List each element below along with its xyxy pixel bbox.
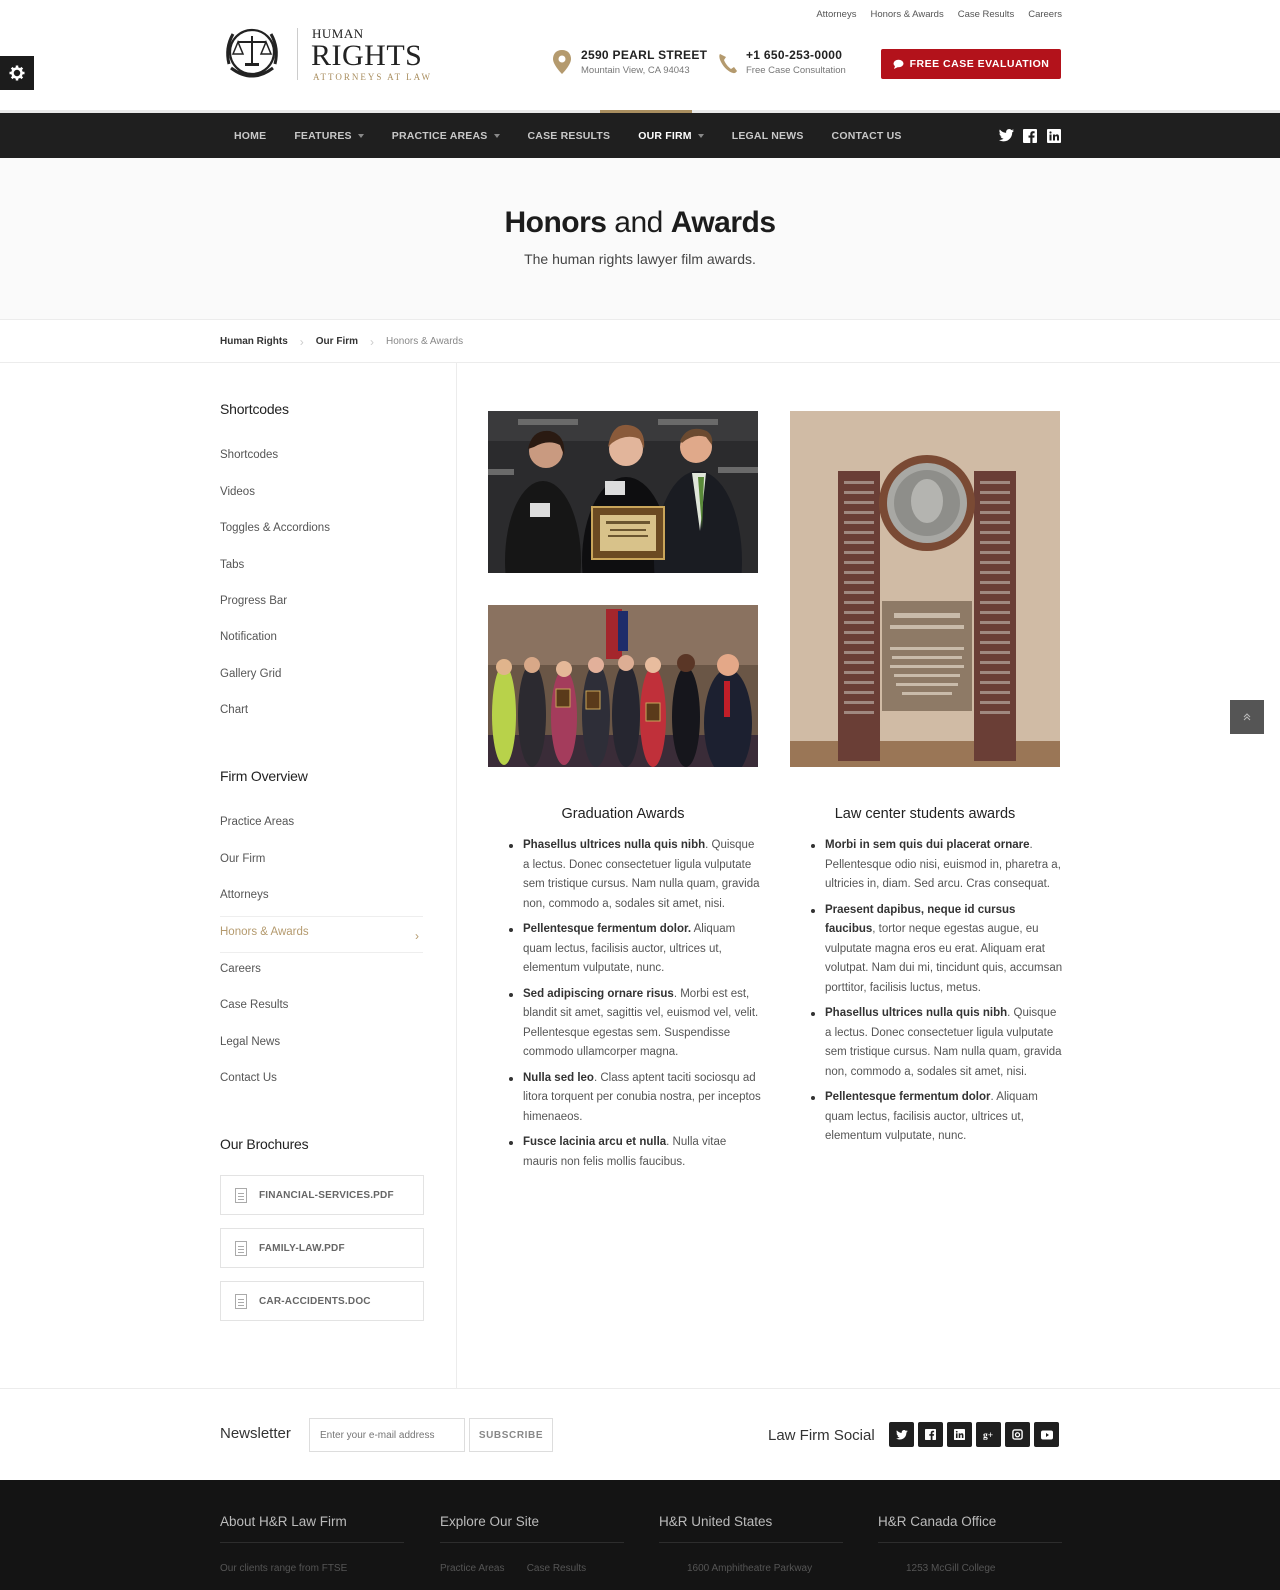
phone-subtitle: Free Case Consultation xyxy=(746,65,846,76)
address-city: Mountain View, CA 94043 xyxy=(581,65,690,76)
brochure-label: CAR-ACCIDENTS.DOC xyxy=(259,1295,371,1307)
pdf-file-icon xyxy=(235,1188,247,1203)
free-case-evaluation-button[interactable] xyxy=(881,49,1061,79)
sidebar-item-our-firm[interactable]: Our Firm xyxy=(220,853,266,865)
newsletter-email-input[interactable] xyxy=(309,1418,465,1452)
sidebar-item-toggles[interactable]: Toggles & Accordions xyxy=(220,522,330,534)
nav-item-our-firm[interactable] xyxy=(624,130,718,142)
sidebar-item-progress-bar[interactable]: Progress Bar xyxy=(220,595,288,607)
nav-social-links xyxy=(990,113,1062,158)
breadcrumb-current: Honors & Awards xyxy=(386,336,464,347)
top-link-case-results[interactable]: Case Results xyxy=(957,9,1015,20)
sidebar-item-legal-news[interactable]: Legal News xyxy=(220,1036,281,1048)
pdf-file-icon xyxy=(235,1241,247,1256)
footer-col-title: H&R Canada Office xyxy=(878,1514,997,1529)
page-title-part1: Honors xyxy=(504,206,607,239)
footer-col-divider xyxy=(220,1542,404,1543)
top-link-careers[interactable]: Careers xyxy=(1028,9,1062,20)
subscribe-button[interactable]: SUBSCRIBE xyxy=(469,1418,553,1452)
breadcrumb-our-firm[interactable]: Our Firm xyxy=(315,336,359,347)
nav-label-case-results: CASE RESULTS xyxy=(527,129,611,142)
list-item xyxy=(811,836,1063,895)
list-item xyxy=(509,985,761,1063)
law-firm-social-label: Law Firm Social xyxy=(768,1427,875,1444)
chevron-right-icon: › xyxy=(415,929,419,943)
nav-label-features: FEATURES xyxy=(294,129,352,142)
twitter-icon[interactable] xyxy=(998,128,1014,144)
doc-file-icon xyxy=(235,1294,247,1309)
nav-item-case-results[interactable] xyxy=(514,130,625,142)
footer-col-divider xyxy=(878,1542,1062,1543)
sidebar-item-notification[interactable]: Notification xyxy=(220,631,277,643)
list-item-bold: Morbi in sem quis dui placerat ornare xyxy=(825,839,1030,851)
footer-col-title: About H&R Law Firm xyxy=(220,1514,347,1529)
site-footer xyxy=(0,1480,1280,1590)
footer-col-text: 1253 McGill College xyxy=(906,1563,996,1574)
site-logo[interactable] xyxy=(219,24,449,86)
list-item xyxy=(509,1133,761,1172)
graduation-awards-list xyxy=(509,836,761,1178)
sidebar-item-case-results[interactable]: Case Results xyxy=(220,999,289,1011)
footer-col-text: 1600 Amphitheatre Parkway xyxy=(687,1563,813,1574)
free-case-evaluation-label: FREE CASE EVALUATION xyxy=(909,58,1050,70)
footer-col-divider xyxy=(659,1542,843,1543)
list-item-text: . Morbi est est, blandit sit amet, sagittis vel, euismod vel, velit. Pellentesque egestas sem. Suspendisse commodo ullamcorper magna. xyxy=(523,987,759,1058)
scales-of-justice-icon xyxy=(219,24,285,84)
list-item-bold: Fusce lacinia arcu et nulla xyxy=(523,1136,667,1148)
footer-col-divider xyxy=(440,1542,624,1543)
sidebar-heading-shortcodes: Shortcodes xyxy=(220,401,289,417)
sidebar-item-shortcodes[interactable]: Shortcodes xyxy=(220,449,279,461)
logo-divider xyxy=(297,28,298,80)
breadcrumb xyxy=(0,320,1280,363)
top-link-attorneys[interactable]: Attorneys xyxy=(816,9,857,20)
law-center-awards-list xyxy=(811,836,1063,1153)
award-photo-group[interactable] xyxy=(488,605,758,767)
footer-col-text: Our clients range from FTSE xyxy=(220,1563,348,1574)
chevron-down-icon xyxy=(698,134,704,138)
sidebar-item-careers[interactable]: Careers xyxy=(220,963,261,975)
nav-item-contact-us[interactable] xyxy=(818,130,916,142)
page-title-part3: Awards xyxy=(670,206,776,239)
linkedin-icon[interactable] xyxy=(1046,128,1062,144)
nav-label-practice-areas: PRACTICE AREAS xyxy=(391,129,488,142)
facebook-icon[interactable] xyxy=(1022,128,1038,144)
list-item xyxy=(811,1088,1063,1147)
list-item-text: . Class aptent taciti sociosqu ad litora torquent per conubia nostra, per inceptos himenaeos. xyxy=(523,1071,761,1123)
brochure-car-accidents[interactable] xyxy=(220,1281,424,1321)
footer-col-title: H&R United States xyxy=(659,1514,773,1529)
address-street: 2590 PEARL STREET xyxy=(581,48,708,62)
nav-item-practice-areas[interactable] xyxy=(378,130,514,142)
brochure-label: FINANCIAL-SERVICES.PDF xyxy=(259,1189,394,1201)
nav-label-legal-news: LEGAL NEWS xyxy=(731,129,804,142)
award-photo-plaque[interactable] xyxy=(790,411,1060,767)
gear-icon xyxy=(9,65,25,81)
award-photo-group-image xyxy=(488,605,758,767)
list-item-bold: Pellentesque fermentum dolor xyxy=(825,1091,991,1103)
settings-gear-button[interactable] xyxy=(0,56,34,90)
main-navigation xyxy=(0,113,1280,158)
social-icons xyxy=(889,1422,1063,1447)
chevron-down-icon xyxy=(494,134,500,138)
phone-number[interactable]: +1 650-253-0000 xyxy=(746,48,843,62)
list-item-bold: Nulla sed leo xyxy=(523,1071,594,1084)
top-link-honors[interactable]: Honors & Awards xyxy=(870,9,944,20)
facebook-icon[interactable] xyxy=(918,1422,943,1447)
list-item xyxy=(509,836,761,914)
phone-icon xyxy=(716,48,738,76)
phone-block xyxy=(716,48,846,76)
law-center-awards-title: Law center students awards xyxy=(834,806,1016,822)
instagram-icon[interactable] xyxy=(1005,1422,1030,1447)
graduation-awards-title: Graduation Awards xyxy=(561,806,685,822)
sidebar-item-contact-us[interactable]: Contact Us xyxy=(220,1072,277,1084)
list-item-bold: Pellentesque fermentum dolor. xyxy=(523,923,692,935)
sidebar-heading-brochures: Our Brochures xyxy=(220,1136,309,1152)
chevron-up-icon xyxy=(1243,713,1251,721)
google-plus-icon[interactable] xyxy=(976,1422,1001,1447)
list-item-text: . Aliquam quam lectus, facilisis auctor, ultrices ut, elementum vulputate, nunc. xyxy=(825,1091,1038,1142)
sidebar-divider xyxy=(456,363,457,1388)
linkedin-icon[interactable] xyxy=(947,1422,972,1447)
chevron-down-icon xyxy=(358,134,364,138)
youtube-icon[interactable] xyxy=(1034,1422,1059,1447)
footer-col-text[interactable]: Practice Areas Case Results xyxy=(440,1563,587,1574)
list-item-bold: Phasellus ultrices nulla quis nibh xyxy=(523,839,706,851)
nav-item-features[interactable] xyxy=(280,130,377,142)
sidebar-item-chart[interactable]: Chart xyxy=(220,704,249,716)
brochure-family-law[interactable] xyxy=(220,1228,424,1268)
chevron-right-icon: › xyxy=(370,334,375,349)
logo-text-human: HUMAN xyxy=(312,26,364,41)
address-block xyxy=(551,48,707,76)
twitter-icon[interactable] xyxy=(889,1422,914,1447)
breadcrumb-home[interactable]: Human Rights xyxy=(220,336,288,347)
list-item-text: . Quisque a lectus. Donec consectetuer ligula vulputate sem tristique cursus. Nam nulla quam, gravida non, commodo a, sodales sit amet, nisi. xyxy=(523,839,760,910)
newsletter-label: Newsletter xyxy=(220,1425,291,1442)
list-item-text: Aliquam quam lectus, facilisis auctor, ultrices ut, elementum vulputate, nunc. xyxy=(523,923,736,974)
list-item-text: . Quisque a lectus. Donec consectetuer ligula vulputate sem tristique cursus. Nam nulla quam, gravida non, commodo a, sodales sit amet, nisi. xyxy=(825,1007,1062,1078)
scroll-to-top-button[interactable] xyxy=(1230,700,1264,734)
list-item xyxy=(811,901,1063,999)
sidebar-item-videos[interactable]: Videos xyxy=(220,486,255,498)
chevron-right-icon: › xyxy=(299,334,304,349)
list-item-bold: Phasellus ultrices nulla quis nibh xyxy=(825,1007,1008,1019)
brochure-label: FAMILY-LAW.PDF xyxy=(259,1242,345,1254)
logo-text-tagline: ATTORNEYS AT LAW xyxy=(313,72,432,82)
map-pin-icon xyxy=(551,48,573,76)
sidebar-item-practice-areas[interactable]: Practice Areas xyxy=(220,816,295,828)
sidebar-heading-firm-overview: Firm Overview xyxy=(220,768,308,784)
sidebar-item-honors-awards-label: Honors & Awards xyxy=(220,926,309,938)
nav-label-home: HOME xyxy=(234,129,267,142)
sidebar-item-attorneys[interactable]: Attorneys xyxy=(220,889,269,901)
chat-icon xyxy=(893,59,904,69)
page-hero xyxy=(0,158,1280,320)
list-item-bold: Praesent dapibus, neque id cursus faucibus xyxy=(825,903,1016,935)
newsletter-bar xyxy=(0,1388,1280,1480)
top-utility-links xyxy=(220,9,1062,20)
page-title-part2: and xyxy=(606,206,671,239)
list-item-text: , tortor neque egestas augue, eu vulputate magna eros eu erat. Aliquam erat volutpat. Nam dui mi, tincidunt quis, accumsan porttitor, facilisis luctus, metus. xyxy=(825,923,1063,994)
award-photo-plaque-image xyxy=(790,411,1060,767)
list-item xyxy=(509,1069,761,1128)
list-item-text: . Pellentesque odio nisi, euismod in, pharetra a, ultricies in, diam. Sed arcu. Cras consequat. xyxy=(825,839,1061,890)
sidebar-item-tabs[interactable]: Tabs xyxy=(220,559,245,571)
nav-label-contact-us: CONTACT US xyxy=(831,129,902,142)
footer-col-title: Explore Our Site xyxy=(440,1514,540,1529)
list-item xyxy=(811,1004,1063,1082)
page-title xyxy=(0,206,1280,240)
nav-label-our-firm: OUR FIRM xyxy=(638,129,692,142)
award-photo-ceremony-image xyxy=(488,411,758,573)
sidebar-item-gallery-grid[interactable]: Gallery Grid xyxy=(220,668,282,680)
page-subtitle: The human rights lawyer film awards. xyxy=(524,251,756,267)
logo-text-rights: RIGHTS xyxy=(311,39,423,72)
nav-item-home[interactable] xyxy=(220,130,280,142)
brochure-financial-services[interactable] xyxy=(220,1175,424,1215)
award-photo-ceremony[interactable] xyxy=(488,411,758,573)
svg-text:g+: g+ xyxy=(982,1430,993,1440)
list-item xyxy=(509,920,761,979)
nav-item-legal-news[interactable] xyxy=(718,130,818,142)
list-item-text: . Nulla vitae mauris non felis mollis faucibus. xyxy=(523,1136,727,1168)
list-item-bold: Sed adipiscing ornare risus xyxy=(523,987,674,1000)
